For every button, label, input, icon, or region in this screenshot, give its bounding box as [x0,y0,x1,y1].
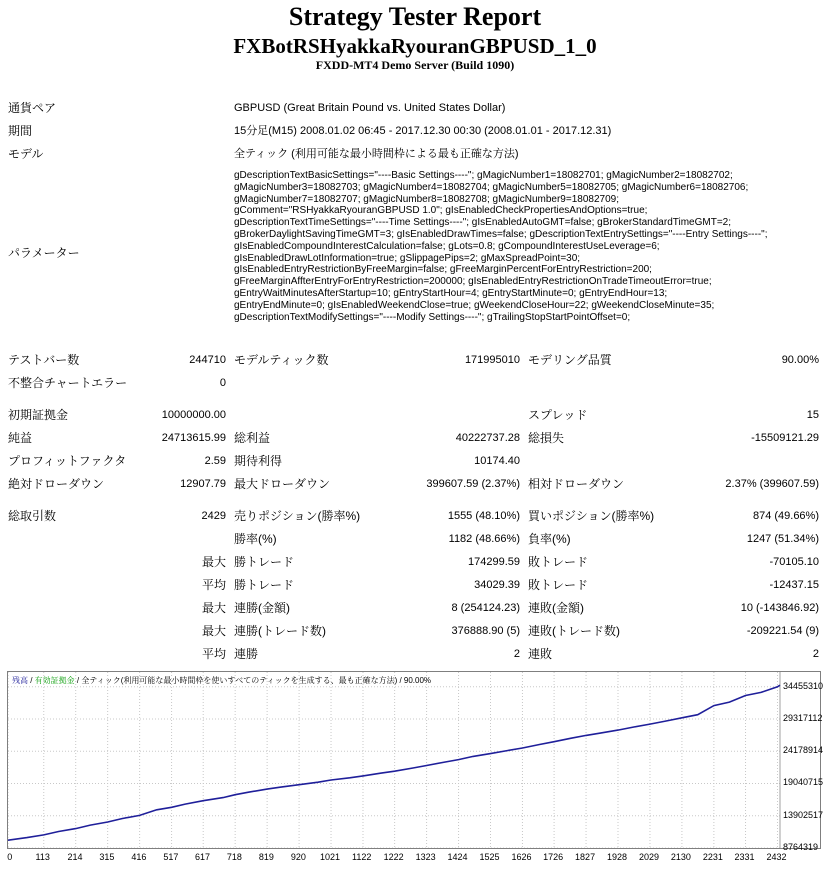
y-tick-label: 34455310 [783,680,824,691]
avg-label: 平均 [201,578,226,592]
max-loss-label: 敗トレード [528,555,589,569]
param-line: gIsEnabledCompoundInterestCalculation=false; gLots=0.8; gCompoundInterestUseLeverage=6; [234,240,660,252]
total-trades-value: 2429 [201,510,226,522]
x-tick-label: 517 [163,852,179,862]
y-tick-label: 29317112 [783,712,823,723]
consec-loss-count-value: -209221.54 (9) [746,625,819,637]
ticks-value: 171995010 [464,354,520,366]
max-label: 最大 [201,555,226,569]
bars-label: テストバー数 [8,353,80,367]
total-trades-label: 総取引数 [8,509,57,523]
chart-plot [8,672,823,848]
legend-margin: 有効証拠金 [34,676,75,685]
param-line: gDescriptionTextTimeSettings="----Time Settings----"; gIsEnabledAutoGMT=false; gBrokerStandardTimeGMT=2; [234,217,731,229]
param-line: gBrokerDaylightSavingTimeGMT=3; gIsEnabledDrawTimes=false; gDescriptionTextEntrySettings="----Entry Settings----"; [234,228,768,240]
net-label: 純益 [8,431,33,445]
x-tick-label: 2029 [638,852,659,862]
legend-sep: / [74,676,82,685]
period-value: 15分足(M15) 2008.01.02 06:45 - 2017.12.30 00:30 (2008.01.01 - 2017.12.31) [234,125,612,137]
consec-wins-count-value: 376888.90 (5) [451,625,520,637]
x-tick-label: 1424 [447,852,468,862]
param-line: gIsEnabledEntryRestrictionByFreeMargin=false; gFreeMarginPercentForEntryRestriction=200; [234,264,652,276]
consec-wins-money-value: 8 (254124.23) [451,602,520,614]
param-line: gIsEnabledDrawLotInformation=true; gSlippagePips=2; gMaxSpreadPoint=30; [234,252,581,264]
y-tick-label: 8764319 [783,842,819,852]
rel-dd-label: 相対ドローダウン [528,477,625,491]
win-rate-label: 勝率(%) [234,532,277,546]
param-line: gEntryWaitMinutesAfterStartup=10; gEntryStartHour=4; gEntryStartMinute=0; gEntryEndHour=13; [234,287,668,299]
x-tick-label: 718 [226,852,242,862]
params-label: パラメーター [8,246,80,260]
x-tick-label: 1525 [479,852,500,862]
avg-loss-label: 敗トレード [528,578,589,592]
max-loss-value: -70105.10 [769,556,819,568]
deposit-label: 初期証拠金 [8,408,69,422]
legend-model: 全ティック(利用可能な最小時間枠を使いすべてのティックを生成する、最も正確な方法) / 90.00% [81,676,432,685]
ea-name: FXBotRSHyakkaRyouranGBPUSD_1_0 [233,34,597,58]
balance-series-line [8,685,780,840]
expected-label: 期待利得 [234,454,283,468]
net-value: 24713615.99 [161,432,226,444]
consec-loss-money-value: 10 (-143846.92) [740,602,819,614]
x-tick-label: 1928 [607,852,628,862]
x-tick-label: 416 [131,852,147,862]
win-rate-value: 1182 (48.66%) [448,533,520,545]
rel-dd-value: 2.37% (399607.59) [725,478,819,490]
spread-label: スプレッド [528,408,588,422]
legend-balance: 残高 [12,676,28,685]
model-value: 全ティック (利用可能な最小時間枠による最も正確な方法) [234,148,519,160]
params-list [234,170,768,323]
consec-wins-count-label: 連勝(トレード数) [234,624,326,638]
x-tick-label: 2432 [766,852,787,862]
x-tick-label: 1827 [575,852,596,862]
mismatch-label: 不整合チャートエラー [8,376,128,390]
x-tick-label: 2231 [702,852,723,862]
param-line: gFreeMarginAffterEntryForEntryRestriction=200000; gIsEnabledEntryRestrictionOnTradeTimeoutError=true; [234,276,712,288]
avg-consec-wins-value: 2 [513,648,520,660]
avg-label-2: 平均 [201,647,226,661]
avg-loss-value: -12437.15 [769,579,819,591]
chart-legend [12,675,431,686]
balance-chart [7,671,824,849]
abs-dd-value: 12907.79 [180,478,226,490]
x-tick-label: 1323 [415,852,436,862]
max-label-3: 最大 [201,624,226,638]
loss-rate-value: 1247 (51.34%) [746,533,819,545]
param-line: gDescriptionTextModifySettings="----Modify Settings----"; gTrailingStopStartPointOffset=0; [234,311,631,323]
avg-consec-loss-label: 連敗 [528,647,553,661]
pair-value: GBPUSD (Great Britain Pound vs. United States Dollar) [234,102,506,114]
consec-wins-money-label: 連勝(金額) [234,601,290,615]
period-label: 期間 [8,124,33,138]
x-tick-label: 1021 [320,852,341,862]
quality-value: 90.00% [781,354,819,366]
long-value: 874 (49.66%) [752,510,819,522]
param-line: gDescriptionTextBasicSettings="----Basic Settings----"; gMagicNumber1=18082701; gMagicNumber2=18082702; [234,170,733,181]
avg-consec-loss-value: 2 [812,648,819,660]
bars-value: 244710 [189,354,226,366]
max-label-2: 最大 [201,601,226,615]
x-tick-label: 214 [67,852,83,862]
mismatch-value: 0 [219,377,226,389]
y-tick-label: 24178914 [783,745,824,756]
x-tick-label: 1122 [351,852,372,862]
x-tick-label: 2130 [670,852,691,862]
expected-value: 10174.40 [474,455,520,467]
report-title: Strategy Tester Report [288,2,542,31]
model-label: モデル [8,147,44,161]
max-win-label: 勝トレード [234,555,295,569]
pair-label: 通貨ペア [8,101,57,115]
avg-consec-wins-label: 連勝 [234,647,259,661]
short-label: 売りポジション(勝率%) [234,509,361,523]
ticks-label: モデルティック数 [234,353,329,367]
gross-loss-value: -15509121.29 [751,432,819,444]
legend-sep: / [28,676,35,685]
pf-label: プロフィットファクタ [8,454,127,468]
gross-loss-label: 総損失 [528,431,565,445]
max-dd-label: 最大ドローダウン [234,477,331,491]
long-label: 買いポジション(勝率%) [528,509,655,523]
abs-dd-label: 絶対ドローダウン [8,477,105,491]
x-tick-label: 617 [194,852,210,862]
gross-profit-label: 総利益 [234,431,271,445]
param-line: gComment="RSHyakkaRyouranGBPUSD 1.0"; gIsEnabledCheckPropertiesAndOptions=true; [234,205,648,217]
avg-win-value: 34029.39 [474,579,520,591]
spread-value: 15 [806,409,819,421]
param-line: gEntryEndMinute=0; gIsEnabledWeekendClose=true; gWeekendCloseHour=22; gWeekendCloseMinute=35; [234,299,715,311]
pf-value: 2.59 [204,455,226,467]
x-tick-label: 2331 [734,852,755,862]
x-tick-label: 315 [99,852,115,862]
avg-win-label: 勝トレード [234,578,295,592]
x-tick-label: 920 [290,852,306,862]
x-tick-label: 0 [7,852,13,862]
consec-loss-money-label: 連敗(金額) [528,601,584,615]
x-tick-label: 1222 [383,852,404,862]
loss-rate-label: 負率(%) [528,532,571,546]
short-value: 1555 (48.10%) [447,510,520,522]
quality-label: モデリング品質 [528,353,612,367]
x-tick-label: 1726 [543,852,564,862]
gross-profit-value: 40222737.28 [455,432,520,444]
param-line: gMagicNumber3=18082703; gMagicNumber4=18082704; gMagicNumber5=18082705; gMagicNumber6=18082706; [234,181,749,193]
max-dd-value: 399607.59 (2.37%) [426,478,520,490]
x-tick-label: 1626 [511,852,532,862]
server-name: FXDD-MT4 Demo Server (Build 1090) [315,58,515,72]
deposit-value: 10000000.00 [161,409,226,421]
consec-loss-count-label: 連敗(トレード数) [528,624,620,638]
x-tick-label: 113 [35,852,50,862]
y-tick-label: 19040715 [783,777,824,788]
max-win-value: 174299.59 [468,556,520,568]
y-tick-label: 13902517 [783,809,824,820]
param-line: gMagicNumber7=18082707; gMagicNumber8=18082708; gMagicNumber9=18082709; [234,193,619,205]
x-tick-label: 819 [258,852,274,862]
